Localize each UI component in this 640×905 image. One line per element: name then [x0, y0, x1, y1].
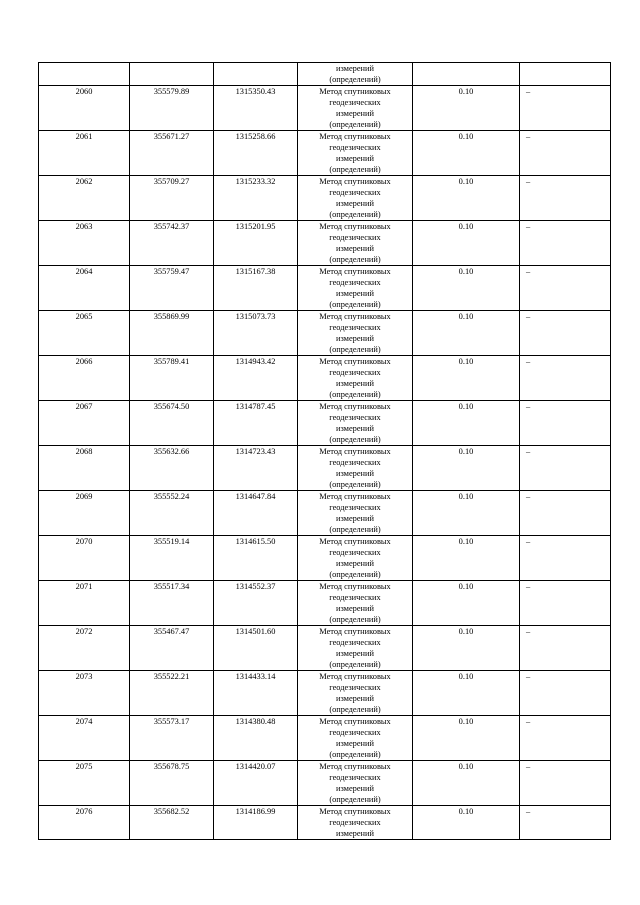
- method-line: Метод спутниковых: [319, 132, 391, 141]
- accuracy-cell: 0.10: [413, 581, 520, 626]
- method-line: (определений): [329, 570, 381, 579]
- method-cell: [298, 131, 413, 176]
- accuracy-cell: 0.10: [413, 401, 520, 446]
- method-line: геодезических: [329, 593, 381, 602]
- table-row: [39, 806, 611, 840]
- method-line: измерений: [335, 424, 375, 433]
- note-cell: –: [520, 356, 611, 401]
- method-line: измерений: [335, 64, 375, 73]
- method-line: (определений): [329, 615, 381, 624]
- x-coordinate-cell: 355682.52: [130, 806, 214, 840]
- y-coordinate-cell: 1314723.43: [214, 446, 298, 491]
- point-number-cell: 2065: [39, 311, 130, 356]
- note-cell: –: [520, 716, 611, 761]
- y-coordinate-cell: 1314186.99: [214, 806, 298, 840]
- method-line: измерений: [335, 694, 375, 703]
- method-line: геодезических: [329, 548, 381, 557]
- method-line: (определений): [329, 480, 381, 489]
- method-line: измерений: [335, 514, 375, 523]
- method-line: (определений): [329, 525, 381, 534]
- method-line: измерений: [335, 109, 375, 118]
- x-coordinate-cell: 355671.27: [130, 131, 214, 176]
- coordinates-table: [38, 62, 611, 840]
- method-line: Метод спутниковых: [319, 357, 391, 366]
- table-row: [39, 176, 611, 221]
- method-line: геодезических: [329, 278, 381, 287]
- method-line: (определений): [329, 705, 381, 714]
- method-line: измерений: [335, 784, 375, 793]
- point-number-cell: 2060: [39, 86, 130, 131]
- accuracy-cell: 0.10: [413, 491, 520, 536]
- point-number-cell: 2067: [39, 401, 130, 446]
- method-cell: [298, 446, 413, 491]
- method-line: измерений: [335, 559, 375, 568]
- method-line: измерений: [335, 469, 375, 478]
- table-row: [39, 581, 611, 626]
- method-line: измерений: [335, 739, 375, 748]
- x-coordinate-cell: 355742.37: [130, 221, 214, 266]
- point-number-cell: 2070: [39, 536, 130, 581]
- x-coordinate-cell: 355759.47: [130, 266, 214, 311]
- accuracy-cell: 0.10: [413, 266, 520, 311]
- method-line: геодезических: [329, 773, 381, 782]
- method-line: геодезических: [329, 728, 381, 737]
- x-coordinate-cell: 355789.41: [130, 356, 214, 401]
- point-number-cell: 2061: [39, 131, 130, 176]
- method-line: геодезических: [329, 368, 381, 377]
- table-row: [39, 716, 611, 761]
- method-line: геодезических: [329, 188, 381, 197]
- accuracy-cell: 0.10: [413, 806, 520, 840]
- method-cell: [298, 671, 413, 716]
- accuracy-cell: [413, 63, 520, 86]
- method-line: измерений: [335, 649, 375, 658]
- point-number-cell: 2064: [39, 266, 130, 311]
- method-line: Метод спутниковых: [319, 402, 391, 411]
- method-line: измерений: [335, 334, 375, 343]
- method-line: Метод спутниковых: [319, 267, 391, 276]
- x-coordinate-cell: 355552.24: [130, 491, 214, 536]
- table-row: [39, 761, 611, 806]
- method-cell: [298, 311, 413, 356]
- accuracy-cell: 0.10: [413, 536, 520, 581]
- note-cell: –: [520, 761, 611, 806]
- method-line: (определений): [329, 165, 381, 174]
- point-number-cell: 2076: [39, 806, 130, 840]
- table-row: [39, 626, 611, 671]
- point-number-cell: 2075: [39, 761, 130, 806]
- note-cell: –: [520, 401, 611, 446]
- note-cell: [520, 63, 611, 86]
- x-coordinate-cell: 355632.66: [130, 446, 214, 491]
- method-cell: [298, 176, 413, 221]
- method-cell: [298, 86, 413, 131]
- method-line: (определений): [329, 345, 381, 354]
- table-row: [39, 221, 611, 266]
- accuracy-cell: 0.10: [413, 716, 520, 761]
- method-line: Метод спутниковых: [319, 762, 391, 771]
- table-row: [39, 311, 611, 356]
- method-line: (определений): [329, 210, 381, 219]
- table-row: [39, 446, 611, 491]
- method-line: геодезических: [329, 233, 381, 242]
- y-coordinate-cell: 1314420.07: [214, 761, 298, 806]
- method-line: геодезических: [329, 638, 381, 647]
- note-cell: –: [520, 626, 611, 671]
- method-line: Метод спутниковых: [319, 87, 391, 96]
- y-coordinate-cell: 1314943.42: [214, 356, 298, 401]
- point-number-cell: 2069: [39, 491, 130, 536]
- point-number-cell: 2063: [39, 221, 130, 266]
- point-number-cell: 2062: [39, 176, 130, 221]
- table-row: [39, 671, 611, 716]
- method-cell: [298, 401, 413, 446]
- point-number-cell: [39, 63, 130, 86]
- y-coordinate-cell: 1315073.73: [214, 311, 298, 356]
- method-line: измерений: [335, 604, 375, 613]
- x-coordinate-cell: 355579.89: [130, 86, 214, 131]
- x-coordinate-cell: 355678.75: [130, 761, 214, 806]
- method-line: Метод спутниковых: [319, 537, 391, 546]
- x-coordinate-cell: 355467.47: [130, 626, 214, 671]
- accuracy-cell: 0.10: [413, 311, 520, 356]
- method-line: геодезических: [329, 503, 381, 512]
- y-coordinate-cell: 1314501.60: [214, 626, 298, 671]
- y-coordinate-cell: 1314647.84: [214, 491, 298, 536]
- method-line: геодезических: [329, 323, 381, 332]
- method-line: геодезических: [329, 98, 381, 107]
- x-coordinate-cell: 355869.99: [130, 311, 214, 356]
- accuracy-cell: 0.10: [413, 221, 520, 266]
- method-cell: [298, 221, 413, 266]
- table-row: [39, 266, 611, 311]
- y-coordinate-cell: 1314380.48: [214, 716, 298, 761]
- note-cell: –: [520, 536, 611, 581]
- note-cell: –: [520, 806, 611, 840]
- method-cell: [298, 63, 413, 86]
- x-coordinate-cell: 355674.50: [130, 401, 214, 446]
- note-cell: –: [520, 446, 611, 491]
- table-row: [39, 491, 611, 536]
- method-cell: [298, 356, 413, 401]
- method-line: измерений: [335, 244, 375, 253]
- method-line: Метод спутниковых: [319, 492, 391, 501]
- method-line: (определений): [329, 120, 381, 129]
- method-line: геодезических: [329, 143, 381, 152]
- method-cell: [298, 536, 413, 581]
- note-cell: –: [520, 581, 611, 626]
- y-coordinate-cell: 1314433.14: [214, 671, 298, 716]
- point-number-cell: 2071: [39, 581, 130, 626]
- point-number-cell: 2066: [39, 356, 130, 401]
- method-line: геодезических: [329, 818, 381, 827]
- method-line: геодезических: [329, 413, 381, 422]
- y-coordinate-cell: 1315201.95: [214, 221, 298, 266]
- note-cell: –: [520, 266, 611, 311]
- accuracy-cell: 0.10: [413, 761, 520, 806]
- accuracy-cell: 0.10: [413, 671, 520, 716]
- method-cell: [298, 716, 413, 761]
- note-cell: –: [520, 221, 611, 266]
- y-coordinate-cell: 1315258.66: [214, 131, 298, 176]
- note-cell: –: [520, 131, 611, 176]
- method-line: Метод спутниковых: [319, 222, 391, 231]
- x-coordinate-cell: 355517.34: [130, 581, 214, 626]
- method-line: Метод спутниковых: [319, 807, 391, 816]
- method-line: измерений: [335, 379, 375, 388]
- method-cell: [298, 761, 413, 806]
- method-cell: [298, 266, 413, 311]
- table-row: [39, 401, 611, 446]
- method-line: (определений): [329, 795, 381, 804]
- method-line: (определений): [329, 300, 381, 309]
- method-cell: [298, 581, 413, 626]
- method-cell: [298, 806, 413, 840]
- method-line: Метод спутниковых: [319, 447, 391, 456]
- method-line: (определений): [329, 390, 381, 399]
- method-cell: [298, 626, 413, 671]
- method-line: измерений: [335, 199, 375, 208]
- method-line: (определений): [329, 255, 381, 264]
- method-line: (определений): [329, 75, 381, 84]
- method-line: (определений): [329, 660, 381, 669]
- table-row: [39, 131, 611, 176]
- method-line: (определений): [329, 750, 381, 759]
- note-cell: –: [520, 86, 611, 131]
- x-coordinate-cell: 355709.27: [130, 176, 214, 221]
- x-coordinate-cell: [130, 63, 214, 86]
- accuracy-cell: 0.10: [413, 626, 520, 671]
- accuracy-cell: 0.10: [413, 131, 520, 176]
- x-coordinate-cell: 355573.17: [130, 716, 214, 761]
- method-line: геодезических: [329, 458, 381, 467]
- point-number-cell: 2068: [39, 446, 130, 491]
- method-line: Метод спутниковых: [319, 717, 391, 726]
- note-cell: –: [520, 491, 611, 536]
- table-row: [39, 86, 611, 131]
- method-line: Метод спутниковых: [319, 177, 391, 186]
- method-line: (определений): [329, 435, 381, 444]
- y-coordinate-cell: 1314552.37: [214, 581, 298, 626]
- method-cell: [298, 491, 413, 536]
- note-cell: –: [520, 176, 611, 221]
- y-coordinate-cell: 1315233.32: [214, 176, 298, 221]
- method-line: Метод спутниковых: [319, 672, 391, 681]
- method-line: Метод спутниковых: [319, 312, 391, 321]
- table-row: [39, 536, 611, 581]
- y-coordinate-cell: 1315167.38: [214, 266, 298, 311]
- accuracy-cell: 0.10: [413, 446, 520, 491]
- y-coordinate-cell: 1314615.50: [214, 536, 298, 581]
- point-number-cell: 2074: [39, 716, 130, 761]
- table-body: [39, 63, 611, 840]
- note-cell: –: [520, 311, 611, 356]
- method-line: измерений: [335, 154, 375, 163]
- y-coordinate-cell: 1314787.45: [214, 401, 298, 446]
- table-row-continued: [39, 63, 611, 86]
- x-coordinate-cell: 355519.14: [130, 536, 214, 581]
- method-line: Метод спутниковых: [319, 582, 391, 591]
- point-number-cell: 2073: [39, 671, 130, 716]
- accuracy-cell: 0.10: [413, 356, 520, 401]
- method-line: измерений: [335, 829, 375, 838]
- method-line: геодезических: [329, 683, 381, 692]
- point-number-cell: 2072: [39, 626, 130, 671]
- note-cell: –: [520, 671, 611, 716]
- accuracy-cell: 0.10: [413, 176, 520, 221]
- table-row: [39, 356, 611, 401]
- y-coordinate-cell: 1315350.43: [214, 86, 298, 131]
- accuracy-cell: 0.10: [413, 86, 520, 131]
- y-coordinate-cell: [214, 63, 298, 86]
- method-line: измерений: [335, 289, 375, 298]
- x-coordinate-cell: 355522.21: [130, 671, 214, 716]
- method-line: Метод спутниковых: [319, 627, 391, 636]
